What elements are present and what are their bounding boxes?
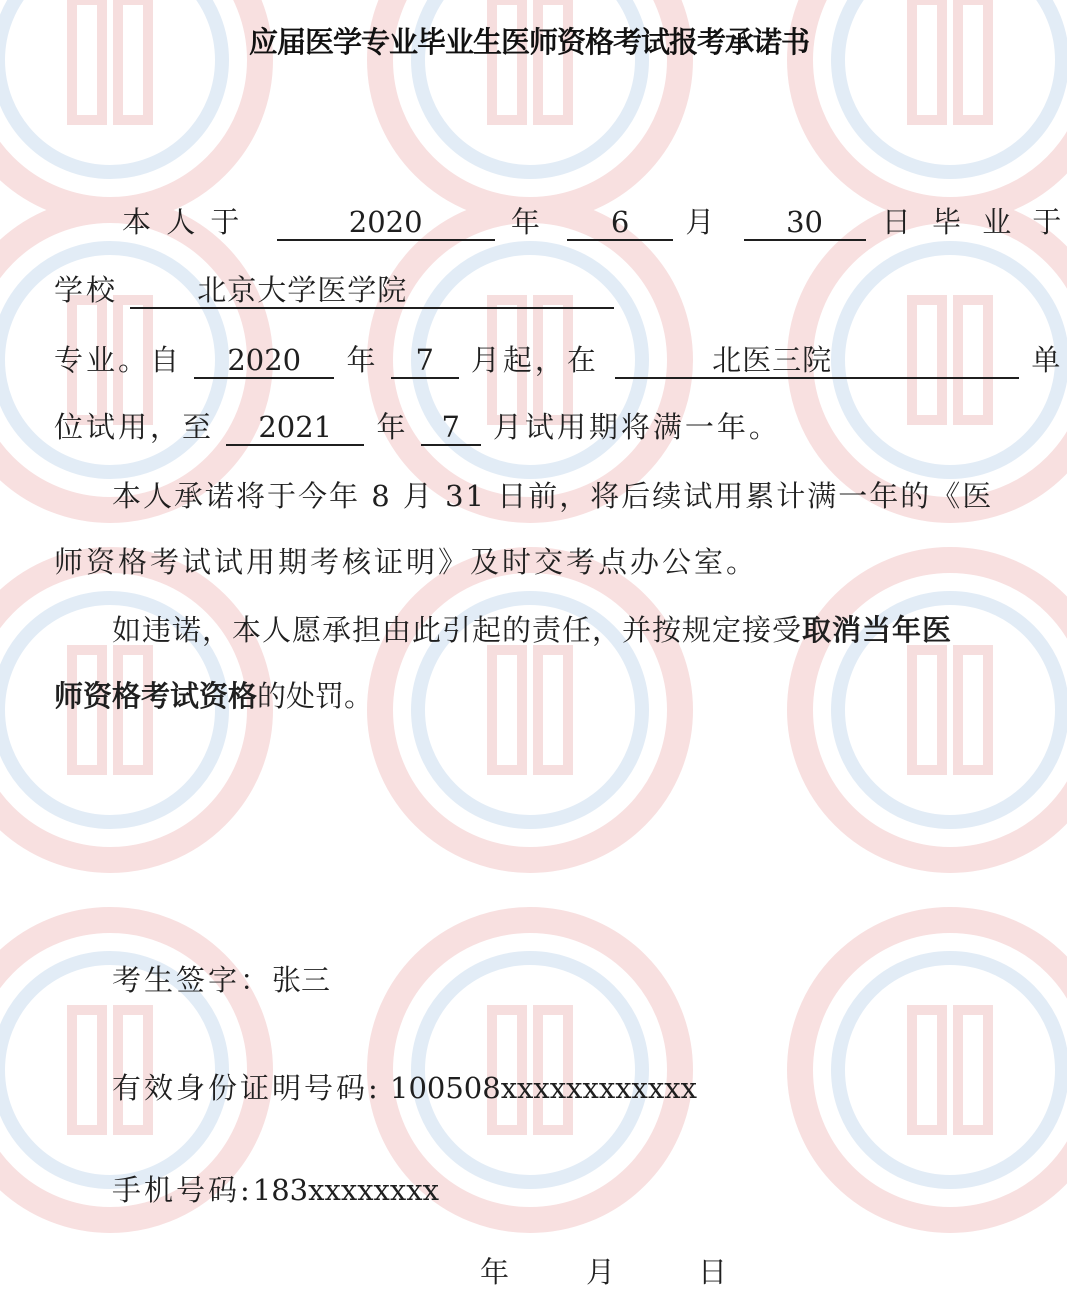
field-trial-start-year: 2020 bbox=[194, 343, 334, 379]
label-yue-qi-zai: 月起，在 bbox=[470, 343, 599, 377]
field-graduation-year: 2020 bbox=[277, 205, 495, 241]
field-trial-end-year: 2021 bbox=[226, 410, 364, 446]
field-trial-end-month: 7 bbox=[421, 410, 481, 446]
signature-label: 考生签字： bbox=[112, 963, 273, 997]
para1-line2 bbox=[54, 268, 614, 309]
document-title: 应届医学专业毕业生医师资格考试报考承诺书 bbox=[248, 25, 809, 59]
field-trial-start-month: 7 bbox=[391, 343, 459, 379]
para1-line1 bbox=[122, 200, 1067, 241]
para3-line2-bold: 师资格考试资格 bbox=[54, 679, 258, 713]
label-ben-ren-yu: 本 人 于 bbox=[122, 205, 243, 239]
label-xuexiao: 学校 bbox=[54, 273, 119, 307]
para2-line1: 本人承诺将于今年 8 月 31 日前，将后续试用累计满一年的《医 bbox=[112, 479, 994, 513]
date-year-label: 年 bbox=[480, 1255, 510, 1289]
label-nian: 年 bbox=[510, 205, 543, 239]
phone-label: 手机号码: bbox=[112, 1173, 253, 1207]
label-nian-3: 年 bbox=[376, 410, 409, 444]
para3-line1-bold: 取消当年医 bbox=[802, 613, 953, 647]
para3-line2 bbox=[54, 674, 373, 715]
date-day-label: 日 bbox=[698, 1255, 728, 1289]
label-ri-biye-yu: 日 毕 业 于 bbox=[881, 205, 1067, 239]
field-graduation-month: 6 bbox=[567, 205, 673, 241]
label-dan: 单 bbox=[1031, 343, 1064, 377]
id-number-value: 100508xxxxxxxxxxxx bbox=[380, 1071, 697, 1105]
field-graduation-day: 30 bbox=[744, 205, 866, 241]
para3-line1 bbox=[112, 608, 952, 649]
label-zhuanye-zi: 专业。自 bbox=[54, 343, 183, 377]
unit-name: 北医三院 bbox=[712, 343, 833, 377]
label-yue: 月 bbox=[685, 205, 718, 239]
label-nian-2: 年 bbox=[346, 343, 379, 377]
para3-line1-normal: 如违诺，本人愿承担由此引起的责任，并按规定接受 bbox=[112, 613, 803, 647]
field-school bbox=[130, 273, 614, 309]
para3-line2-normal: 的处罚。 bbox=[257, 679, 374, 713]
phone-row bbox=[112, 1168, 439, 1209]
school-name: 北京大学医学院 bbox=[197, 273, 408, 307]
para1-line3 bbox=[54, 338, 1063, 379]
label-wei-shiyong-zhi: 位试用，至 bbox=[54, 410, 215, 444]
signature-value: 张三 bbox=[272, 963, 331, 997]
label-yue-end: 月试用期将满一年。 bbox=[492, 410, 781, 444]
id-number-row bbox=[112, 1066, 697, 1107]
para2-line2: 师资格考试试用期考核证明》及时交考点办公室。 bbox=[54, 545, 759, 579]
field-unit bbox=[615, 343, 1019, 379]
id-number-label: 有效身份证明号码: bbox=[112, 1071, 381, 1105]
signature-row bbox=[112, 958, 330, 999]
phone-value: 183xxxxxxxx bbox=[252, 1173, 439, 1207]
para1-line4 bbox=[54, 405, 781, 446]
date-month-label: 月 bbox=[586, 1255, 616, 1289]
